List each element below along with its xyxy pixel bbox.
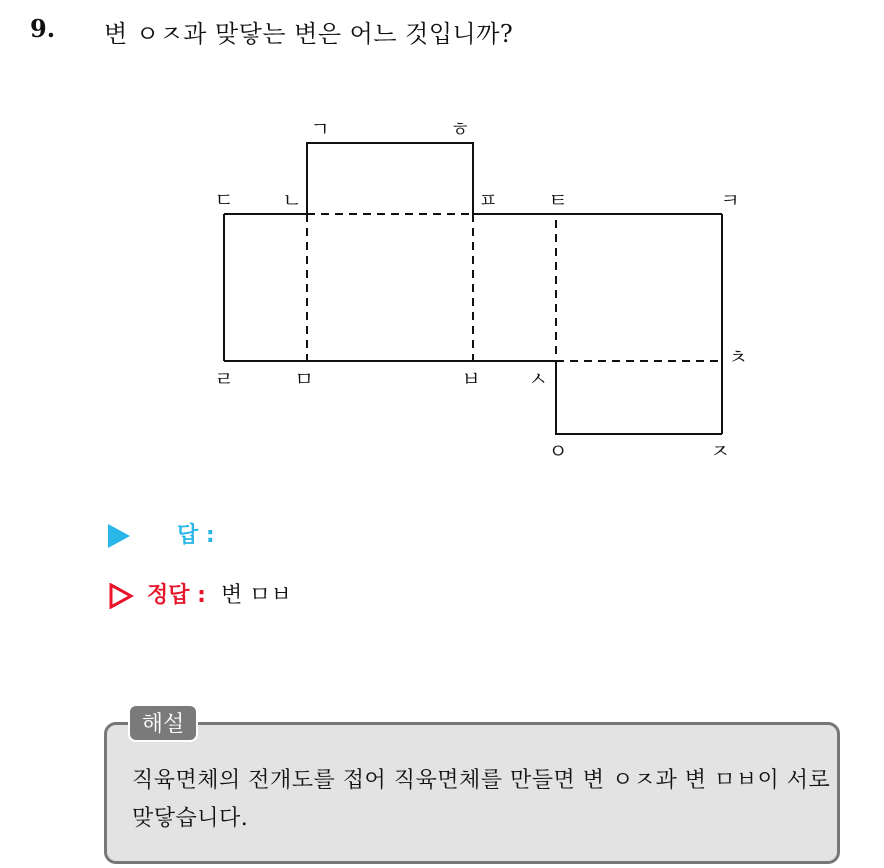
correct-answer-value: 변 ㅁㅂ bbox=[220, 583, 292, 608]
correct-answer-label: 정답 : bbox=[147, 583, 206, 608]
explanation-tag: 해설 bbox=[128, 704, 198, 742]
vertex-label-tieut: ㅌ bbox=[548, 188, 568, 212]
vertex-label-giyeok: ㄱ bbox=[310, 117, 330, 141]
vertex-label-ieung: ㅇ bbox=[548, 439, 568, 463]
vertex-label-rieul: ㄹ bbox=[214, 367, 234, 391]
explanation-text: 직육면체의 전개도를 접어 직육면체를 만들면 변 ㅇㅈ과 변 ㅁㅂ이 서로 맞닿습니다. bbox=[132, 768, 831, 831]
vertex-label-bieup: ㅂ bbox=[461, 367, 481, 391]
vertex-label-mieum: ㅁ bbox=[294, 367, 314, 391]
vertex-label-hieut: ㅎ bbox=[450, 117, 470, 141]
answer-row bbox=[108, 518, 215, 549]
question-number: 9. bbox=[30, 14, 56, 43]
vertex-label-chieut: ㅊ bbox=[728, 345, 748, 369]
outline-triangle-icon bbox=[108, 583, 134, 609]
vertex-label-kieuk: ㅋ bbox=[720, 188, 740, 212]
answer-label: 답 : bbox=[177, 523, 215, 548]
vertex-label-siot: ㅅ bbox=[528, 367, 548, 391]
vertex-label-nieun: ㄴ bbox=[282, 188, 302, 212]
play-triangle-icon bbox=[108, 524, 130, 548]
question-text: 변 ㅇㅈ과 맞닿는 변은 어느 것입니까? bbox=[104, 20, 514, 48]
vertex-label-jieut: ㅈ bbox=[710, 439, 730, 463]
vertex-label-pieup: ㅍ bbox=[478, 188, 498, 212]
correct-answer-row bbox=[108, 578, 292, 609]
vertex-label-digeut: ㄷ bbox=[214, 188, 234, 212]
